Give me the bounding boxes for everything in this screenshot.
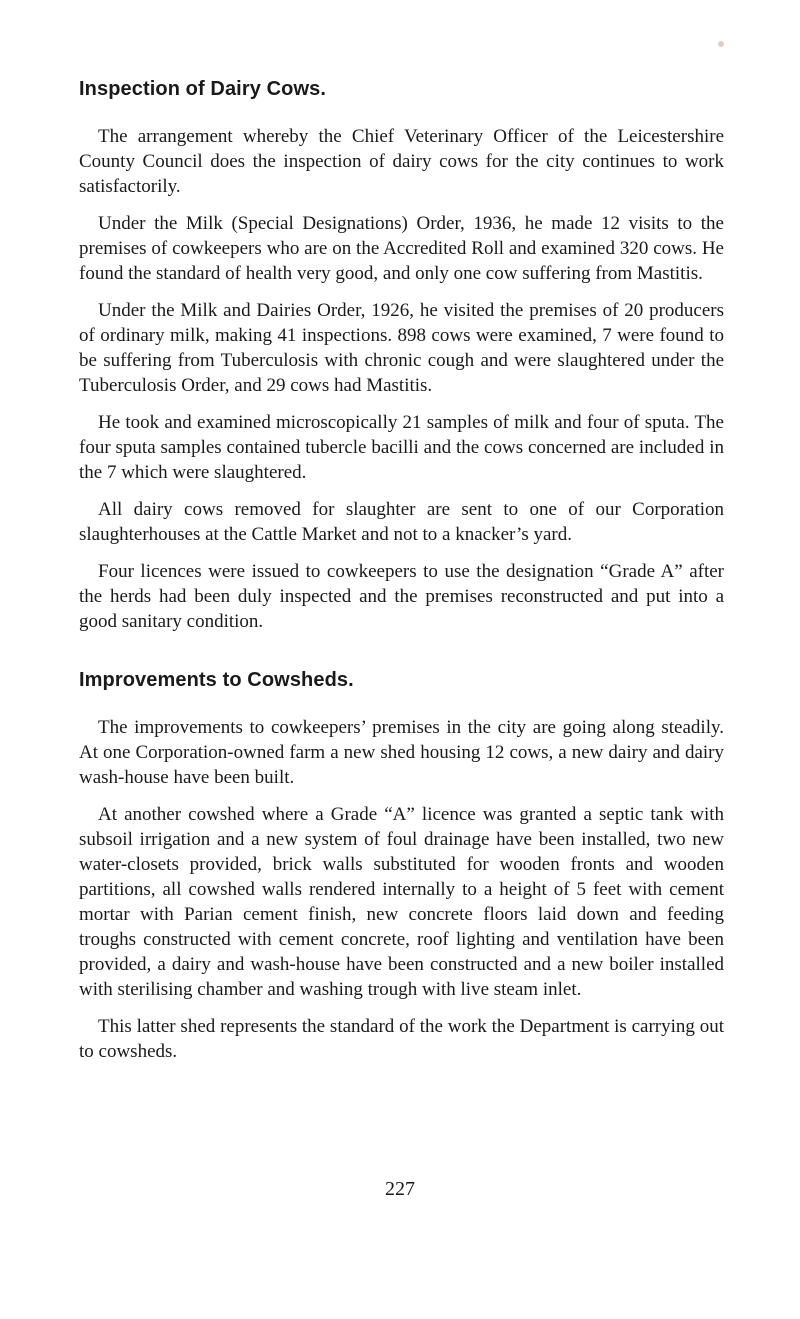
paragraph: The arrangement whereby the Chief Veterinary Officer of the Leicestershire County Council does the inspection of dairy cows for the city continues to work satisfactorily. bbox=[79, 126, 724, 197]
paragraph: Four licences were issued to cowkeepers to use the designation “Grade A” after the herds had been duly inspected and the premises reconstructed and put into a good sanitary condition. bbox=[79, 561, 724, 632]
page-number: 227 bbox=[385, 1178, 415, 1200]
document-page bbox=[79, 78, 724, 1076]
paragraph: Under the Milk (Special Designations) Order, 1936, he made 12 visits to the premises of cowkeepers who are on the Accredited Roll and examined 320 cows. He found the standard of health very good, and only one cow suffering from Mastitis. bbox=[79, 213, 724, 284]
paragraph: The improvements to cowkeepers’ premises in the city are going along steadily. At one Corporation-owned farm a new shed housing 12 cows, a new dairy and dairy wash-house have been built. bbox=[79, 717, 724, 788]
section-heading: Inspection of Dairy Cows. bbox=[79, 78, 326, 100]
paragraph: All dairy cows removed for slaughter are sent to one of our Corporation slaughterhouses at the Cattle Market and not to a knacker’s yard. bbox=[79, 499, 724, 545]
paragraph: At another cowshed where a Grade “A” licence was granted a septic tank with subsoil irrigation and a new system of foul drainage have been installed, two new water-closets provided, brick walls substituted for wooden fronts and wooden partitions, all cowshed walls rendered internally to a height of 5 feet with cement mortar with Parian cement finish, new concrete floors laid down and feeding troughs constructed with cement concrete, roof lighting and ventilation have been provided, a dairy and wash-house have been constructed and a new boiler installed with sterilising chamber and washing trough with live steam inlet. bbox=[79, 804, 724, 1000]
paragraph: This latter shed represents the standard of the work the Department is carrying out to cowsheds. bbox=[79, 1016, 724, 1062]
page-mark bbox=[718, 41, 724, 47]
section-improvements-to-cowsheds bbox=[79, 669, 724, 1064]
section-heading: Improvements to Cowsheds. bbox=[79, 669, 354, 691]
section-inspection-of-dairy-cows bbox=[79, 78, 724, 634]
paragraph: Under the Milk and Dairies Order, 1926, he visited the premises of 20 producers of ordinary milk, making 41 inspections. 898 cows were examined, 7 were found to be suffering from Tuberculosis with chronic cough and were slaughtered under the Tuberculosis Order, and 29 cows had Mastitis. bbox=[79, 300, 724, 396]
paragraph: He took and examined microscopically 21 samples of milk and four of sputa. The four sputa samples contained tubercle bacilli and the cows concerned are included in the 7 which were slaughtered. bbox=[79, 412, 724, 483]
